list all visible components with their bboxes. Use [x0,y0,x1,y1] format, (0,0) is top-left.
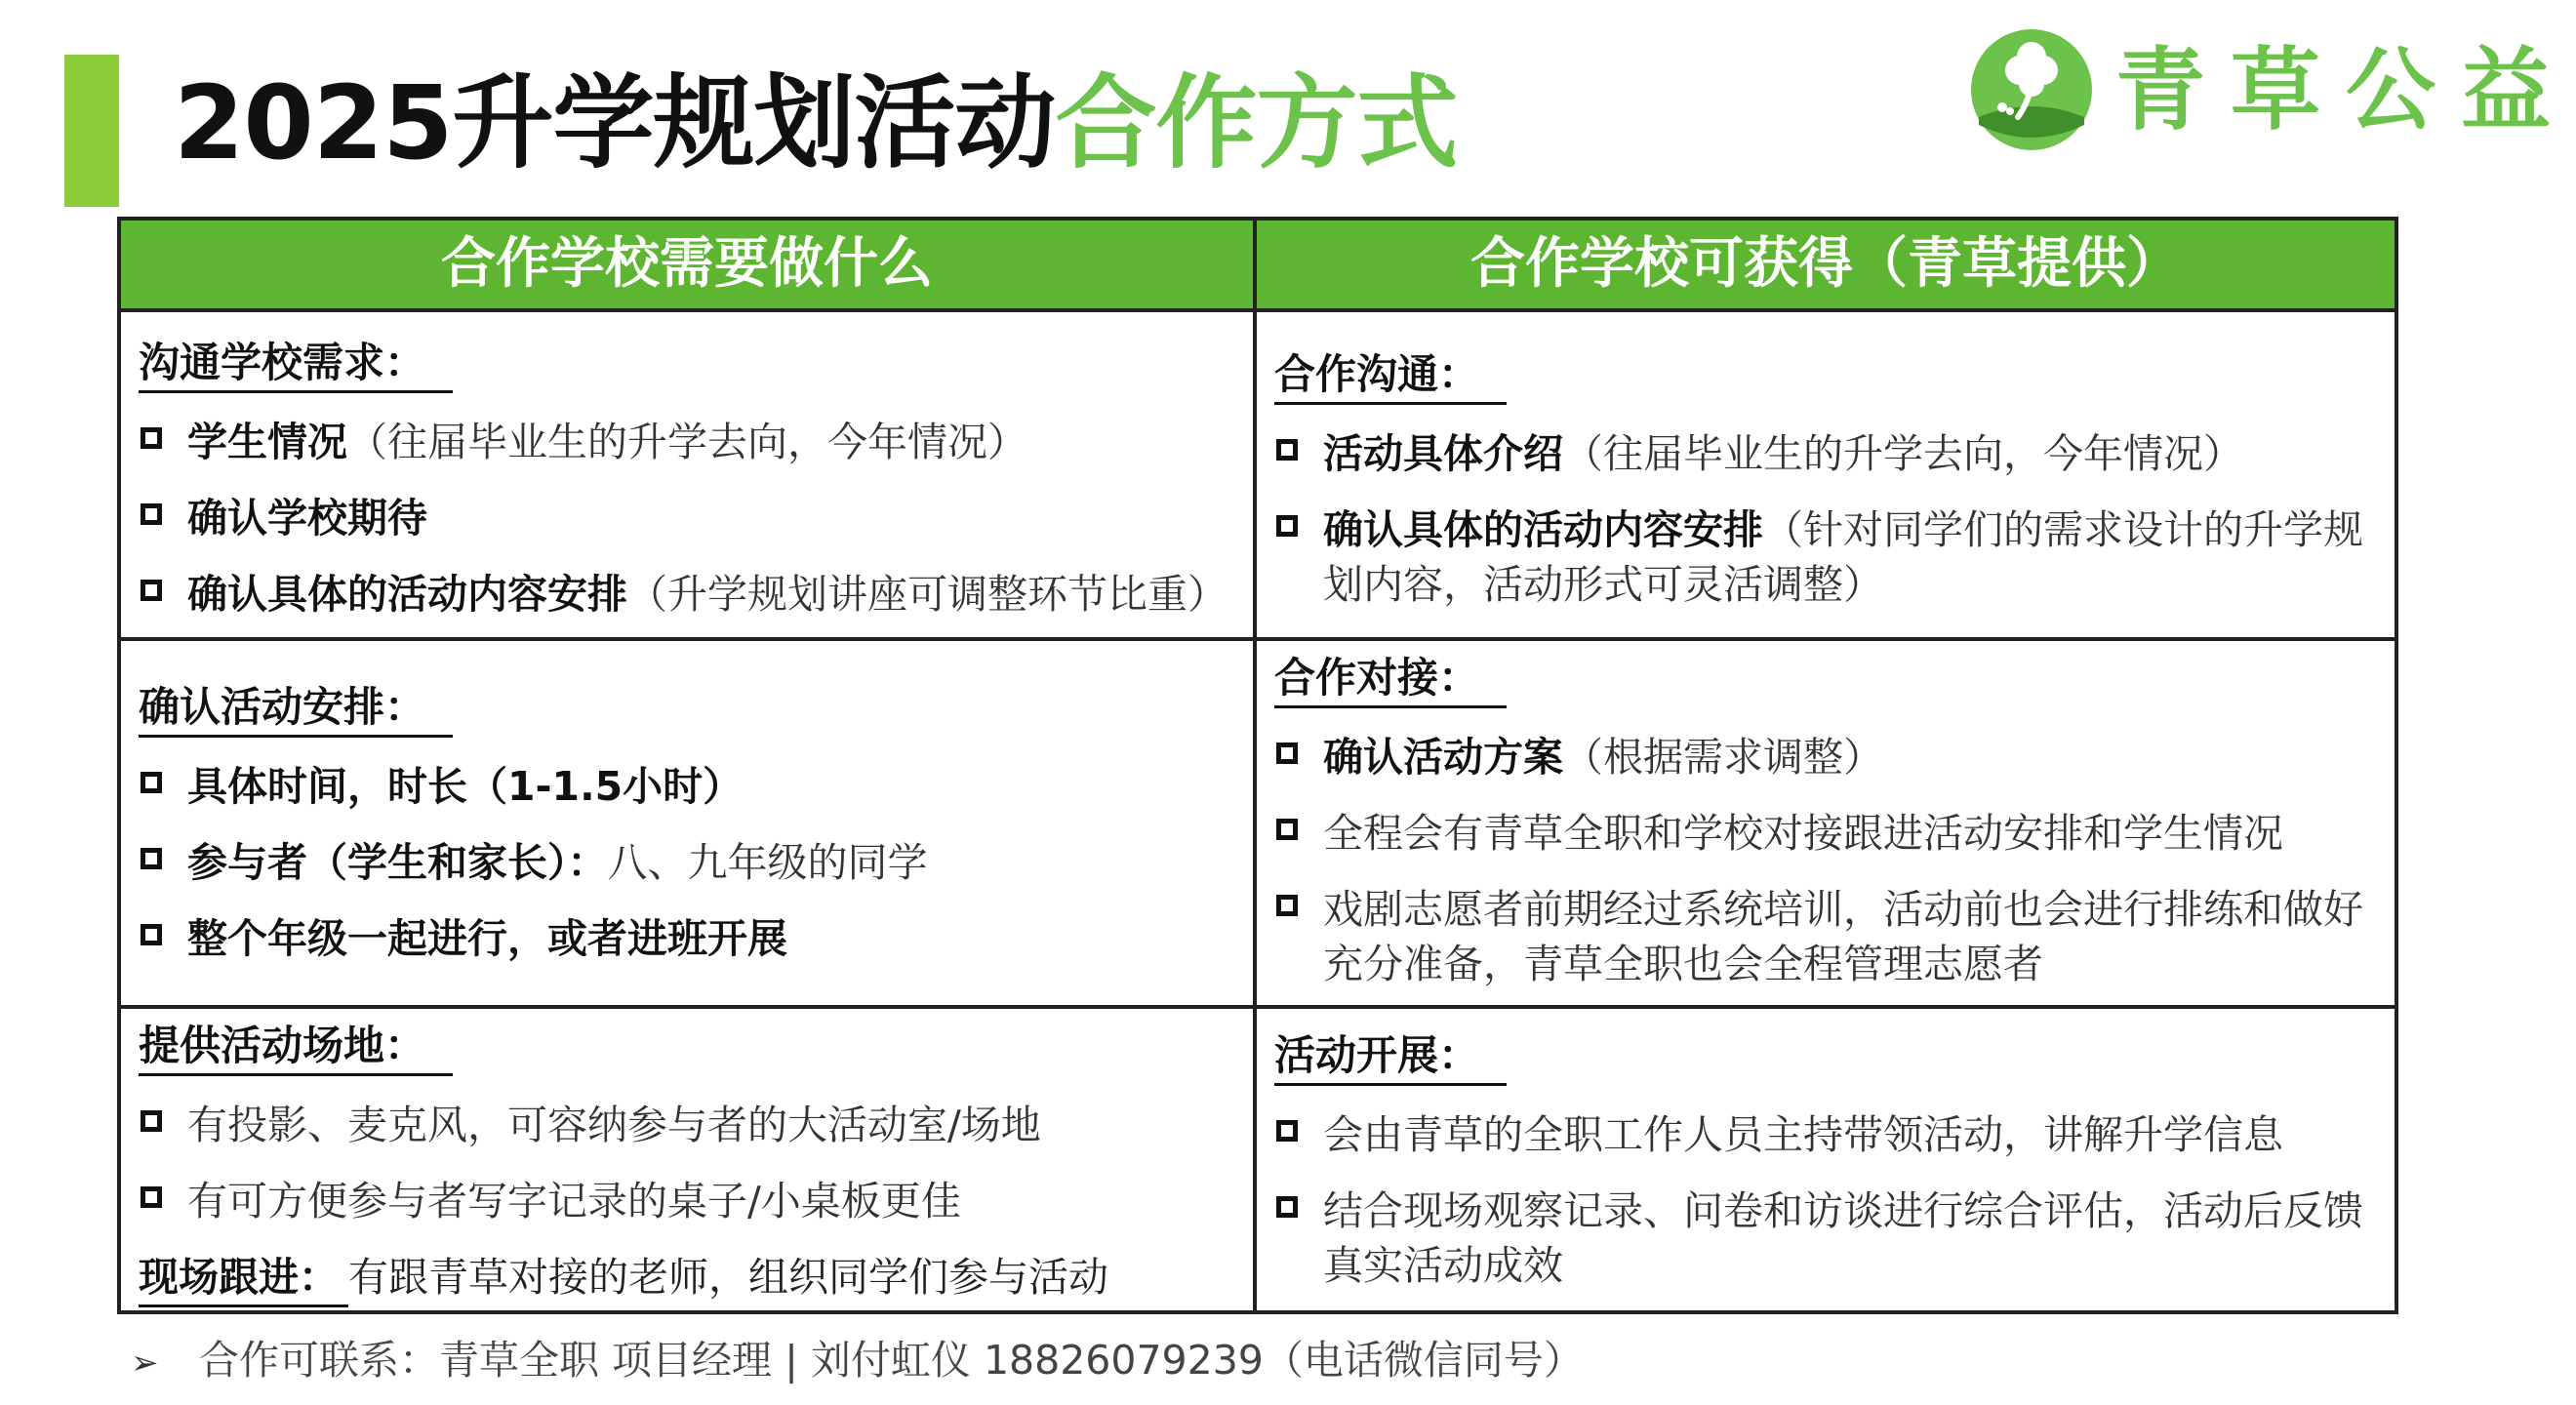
onsite-followup-text: 有跟青草对接的老师，组织同学们参与活动 [348,1254,1108,1301]
left-cell-arrangement [119,639,1255,1007]
right-cell-execution [1255,1007,2396,1312]
section-title: 合作沟通： [1274,347,1507,405]
list-item: 有可方便参与者写字记录的桌子/小桌板更佳 [139,1174,1253,1228]
checkbox-square-icon [141,427,162,449]
list-item: 全程会有青草全职和学校对接跟进活动安排和学生情况 [1274,806,2371,861]
contact-text: 合作可联系：青草全职 项目经理 | 刘付虹仪 18826079239（电话微信同号） [199,1337,1584,1384]
checkbox-square-icon [141,924,162,945]
page-title [174,60,1457,185]
section-title: 沟通学校需求： [139,336,453,393]
section-title: 合作对接： [1274,651,1507,708]
checkbox-square-icon [141,772,162,793]
section-title: 活动开展： [1274,1028,1507,1086]
checkbox-square-icon [1276,1196,1298,1218]
table-header-left: 合作学校需要做什么 [119,219,1255,310]
brand-logo-text: 青草公益 [2115,37,2576,142]
clover-logo-icon [1969,27,2094,152]
title-accent-bar [64,55,119,207]
list-item: 整个年级一起进行，或者进班开展 [139,911,1253,966]
contact-footer [131,1331,1584,1392]
brand-logo [1969,27,2576,154]
checkbox-square-icon [141,848,162,869]
list-item: 确认具体的活动内容安排（升学规划讲座可调整环节比重） [139,567,1253,622]
right-cell-docking [1255,639,2396,1007]
section-title: 现场跟进： [139,1250,348,1307]
checkbox-square-icon [141,1186,162,1208]
list-item: 学生情况（往届毕业生的升学去向，今年情况） [139,415,1253,469]
list-item: 具体时间，时长（1-1.5小时） [139,759,1253,814]
checkbox-square-icon [1276,1120,1298,1142]
list-item: 有投影、麦克风，可容纳参与者的大活动室/场地 [139,1098,1253,1152]
page-title-part2: 合作方式 [1055,63,1458,182]
list-item: 会由青草的全职工作人员主持带领活动，讲解升学信息 [1274,1107,2371,1162]
checkbox-square-icon [1276,895,1298,916]
left-cell-venue [119,1007,1255,1312]
page-title-part1: 2025升学规划活动 [174,63,1056,182]
checkbox-square-icon [1276,439,1298,461]
list-item: 参与者（学生和家长）：八、九年级的同学 [139,835,1253,890]
checkbox-square-icon [141,580,162,601]
arrow-bullet-icon: ➢ [131,1344,159,1383]
list-item: 确认活动方案（根据需求调整） [1274,730,2371,784]
section-title: 提供活动场地： [139,1019,453,1076]
list-item: 确认学校期待 [139,491,1253,545]
cooperation-table [117,217,2398,1314]
list-item: 活动具体介绍（往届毕业生的升学去向，今年情况） [1274,426,2371,481]
section-title: 确认活动安排： [139,680,453,738]
list-item: 确认具体的活动内容安排（针对同学们的需求设计的升学规划内容，活动形式可灵活调整） [1274,502,2371,612]
checkbox-square-icon [1276,515,1298,537]
onsite-followup [139,1250,1253,1307]
table-header-right: 合作学校可获得（青草提供） [1255,219,2396,310]
checkbox-square-icon [1276,819,1298,840]
checkbox-square-icon [141,503,162,525]
right-cell-communicate [1255,310,2396,639]
checkbox-square-icon [141,1110,162,1132]
left-cell-communicate [119,310,1255,639]
list-item: 结合现场观察记录、问卷和访谈进行综合评估，活动后反馈真实活动成效 [1274,1184,2371,1293]
list-item: 戏剧志愿者前期经过系统培训，活动前也会进行排练和做好充分准备，青草全职也会全程管理志愿者 [1274,882,2371,991]
checkbox-square-icon [1276,743,1298,764]
